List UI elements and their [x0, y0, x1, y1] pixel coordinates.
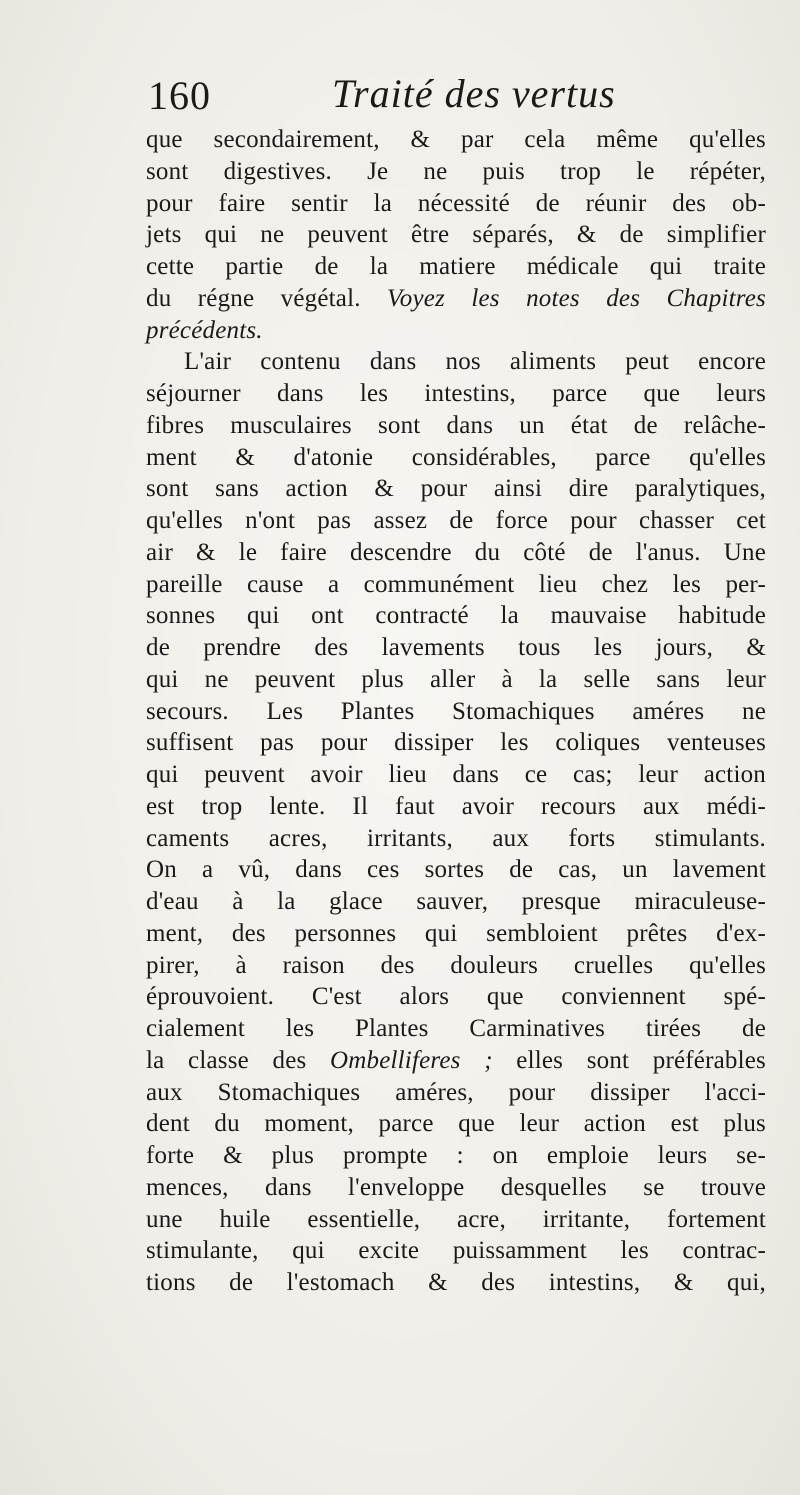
text-line: stimulante, qui excite puissamment les contrac- — [146, 1237, 766, 1265]
text-line: suffisent pas pour dissiper les coliques venteuses — [146, 729, 766, 757]
text-line: qui ne peuvent plus aller à la selle sans leur — [146, 665, 766, 693]
text-run: du régne végétal. — [146, 284, 388, 312]
text-line: secours. Les Plantes Stomachiques améres ne — [146, 697, 766, 725]
page-header — [148, 70, 628, 126]
page-number: 160 — [148, 73, 211, 118]
text-line: cialement les Plantes Carminatives tirées de — [146, 1015, 766, 1042]
text-line: tions de l'estomach & des intestins, & qui, — [146, 1269, 766, 1296]
text-line: pour faire sentir la nécessité de réunir des ob- — [146, 189, 766, 217]
text-line: dent du moment, parce que leur action est plus — [146, 1110, 766, 1138]
text-line: pareille cause a communément lieu chez les per- — [146, 570, 766, 598]
text-line: sonnes qui ont contracté la mauvaise habitude — [146, 602, 766, 630]
text-line: sont digestives. Je ne puis trop le répéter, — [146, 157, 766, 185]
text-line: une huile essentielle, acre, irritante, fortement — [146, 1205, 766, 1233]
text-line — [146, 1045, 766, 1077]
text-line: est trop lente. Il faut avoir recours aux médi- — [146, 792, 766, 820]
text-line-end-paragraph: précédents. — [146, 316, 263, 344]
text-line: qu'elles n'ont pas assez de force pour chasser cet — [146, 507, 766, 534]
text-line: On a vû, dans ces sortes de cas, un lavement — [146, 856, 766, 884]
text-line: cette partie de la matiere médicale qui traite — [146, 253, 766, 280]
running-head: Traité des vertus — [332, 71, 616, 116]
text-line: sont sans action & pour ainsi dire paralytiques, — [146, 475, 766, 503]
text-line: mences, dans l'enveloppe desquelles se trouve — [146, 1173, 766, 1201]
text-line: fibres musculaires sont dans un état de relâche- — [146, 411, 766, 439]
text-line: séjourner dans les intestins, parce que leurs — [146, 380, 766, 407]
text-line: éprouvoient. C'est alors que conviennent spé- — [146, 983, 766, 1011]
text-line — [146, 283, 766, 315]
text-run: la classe des — [146, 1046, 330, 1074]
text-line: ment, des personnes qui sembloient prêtes d'ex- — [146, 919, 766, 947]
paragraph-first-line: L'air contenu dans nos aliments peut encore — [184, 348, 766, 376]
text-line: de prendre des lavements tous les jours, & — [146, 634, 766, 661]
text-line: qui peuvent avoir lieu dans ce cas; leur action — [146, 761, 766, 788]
text-line: pirer, à raison des douleurs cruelles qu'elles — [146, 951, 766, 979]
text-line: jets qui ne peuvent être séparés, & de simplifier — [146, 221, 766, 249]
italic-term: Ombelliferes ; — [330, 1046, 493, 1074]
body-text — [146, 124, 766, 1299]
text-line: forte & plus prompte : on emploie leurs se- — [146, 1142, 766, 1169]
text-line: aux Stomachiques améres, pour dissiper l'acci- — [146, 1078, 766, 1106]
text-line: caments acres, irritants, aux forts stimulants. — [146, 824, 766, 852]
text-line: ment & d'atonie considérables, parce qu'elles — [146, 443, 766, 471]
cross-reference: Voyez les notes des Chapitres — [387, 284, 766, 312]
text-line: d'eau à la glace sauver, presque miraculeuse- — [146, 888, 766, 915]
text-line: que secondairement, & par cela même qu'elles — [146, 126, 766, 153]
text-run: elles sont préférables — [492, 1046, 766, 1074]
text-line: air & le faire descendre du côté de l'anus. Une — [146, 538, 766, 566]
